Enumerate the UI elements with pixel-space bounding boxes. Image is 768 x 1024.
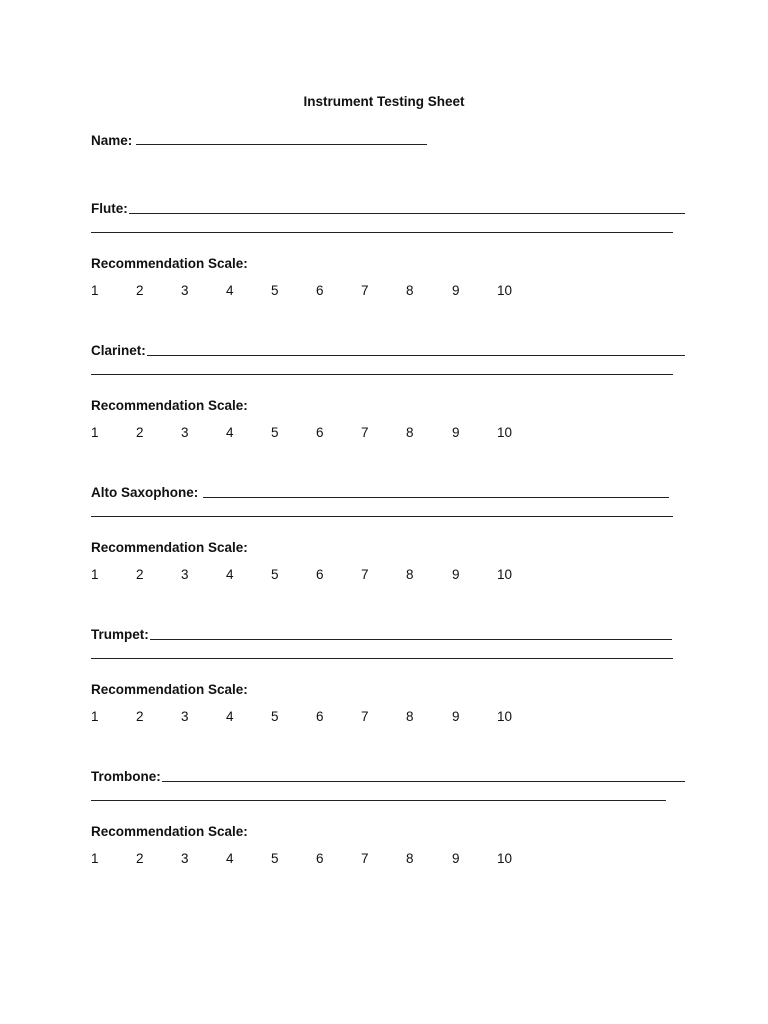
instrument-section xyxy=(91,340,681,440)
scale-option-5[interactable]: 5 xyxy=(271,567,279,582)
comment-field[interactable] xyxy=(129,201,685,214)
scale-label: Recommendation Scale: xyxy=(91,540,248,555)
comment-line[interactable] xyxy=(91,516,673,517)
scale-option-9[interactable]: 9 xyxy=(452,425,460,440)
scale-option-8[interactable]: 8 xyxy=(406,425,414,440)
instrument-section xyxy=(91,766,681,866)
comment-field[interactable] xyxy=(147,343,685,356)
comment-field[interactable] xyxy=(203,485,669,498)
scale-option-2[interactable]: 2 xyxy=(136,851,144,866)
instrument-label: Trumpet: xyxy=(91,627,149,642)
scale-option-8[interactable]: 8 xyxy=(406,851,414,866)
scale-option-5[interactable]: 5 xyxy=(271,709,279,724)
comment-field[interactable] xyxy=(162,769,685,782)
scale-option-10[interactable]: 10 xyxy=(497,851,513,866)
instrument-section xyxy=(91,482,681,582)
scale-option-1[interactable]: 1 xyxy=(91,851,99,866)
recommendation-scale xyxy=(91,283,571,299)
recommendation-scale xyxy=(91,709,571,725)
scale-option-4[interactable]: 4 xyxy=(226,283,234,298)
scale-option-3[interactable]: 3 xyxy=(181,283,189,298)
scale-option-6[interactable]: 6 xyxy=(316,851,324,866)
instrument-row xyxy=(91,340,681,358)
scale-option-4[interactable]: 4 xyxy=(226,709,234,724)
page-title: Instrument Testing Sheet xyxy=(303,94,465,109)
scale-option-5[interactable]: 5 xyxy=(271,425,279,440)
scale-option-9[interactable]: 9 xyxy=(452,851,460,866)
instrument-row xyxy=(91,766,681,784)
scale-option-9[interactable]: 9 xyxy=(452,283,460,298)
scale-option-1[interactable]: 1 xyxy=(91,283,99,298)
scale-option-4[interactable]: 4 xyxy=(226,425,234,440)
scale-label: Recommendation Scale: xyxy=(91,824,248,839)
scale-option-6[interactable]: 6 xyxy=(316,567,324,582)
comment-line[interactable] xyxy=(91,658,673,659)
instrument-row xyxy=(91,198,681,216)
scale-option-3[interactable]: 3 xyxy=(181,425,189,440)
scale-option-10[interactable]: 10 xyxy=(497,709,513,724)
scale-option-10[interactable]: 10 xyxy=(497,283,513,298)
comment-field[interactable] xyxy=(150,627,672,640)
scale-option-2[interactable]: 2 xyxy=(136,567,144,582)
recommendation-scale xyxy=(91,567,571,583)
recommendation-scale xyxy=(91,425,571,441)
recommendation-scale xyxy=(91,851,571,867)
scale-option-1[interactable]: 1 xyxy=(91,709,99,724)
scale-option-7[interactable]: 7 xyxy=(361,567,369,582)
scale-option-6[interactable]: 6 xyxy=(316,283,324,298)
scale-option-8[interactable]: 8 xyxy=(406,709,414,724)
scale-option-3[interactable]: 3 xyxy=(181,567,189,582)
name-row xyxy=(91,132,427,148)
scale-label: Recommendation Scale: xyxy=(91,682,248,697)
scale-option-1[interactable]: 1 xyxy=(91,567,99,582)
scale-option-3[interactable]: 3 xyxy=(181,709,189,724)
scale-option-5[interactable]: 5 xyxy=(271,283,279,298)
scale-option-5[interactable]: 5 xyxy=(271,851,279,866)
scale-option-7[interactable]: 7 xyxy=(361,709,369,724)
scale-option-10[interactable]: 10 xyxy=(497,425,513,440)
scale-option-9[interactable]: 9 xyxy=(452,709,460,724)
instrument-label: Alto Saxophone: xyxy=(91,485,199,500)
scale-option-4[interactable]: 4 xyxy=(226,851,234,866)
instrument-label: Trombone: xyxy=(91,769,161,784)
scale-option-4[interactable]: 4 xyxy=(226,567,234,582)
name-field[interactable] xyxy=(136,132,427,145)
scale-option-7[interactable]: 7 xyxy=(361,283,369,298)
comment-line[interactable] xyxy=(91,232,673,233)
scale-option-7[interactable]: 7 xyxy=(361,425,369,440)
scale-option-8[interactable]: 8 xyxy=(406,283,414,298)
comment-line[interactable] xyxy=(91,374,673,375)
name-label: Name: xyxy=(91,133,133,148)
scale-option-6[interactable]: 6 xyxy=(316,709,324,724)
instrument-section xyxy=(91,198,681,298)
scale-label: Recommendation Scale: xyxy=(91,256,248,271)
scale-option-2[interactable]: 2 xyxy=(136,425,144,440)
scale-option-9[interactable]: 9 xyxy=(452,567,460,582)
scale-option-10[interactable]: 10 xyxy=(497,567,513,582)
comment-line[interactable] xyxy=(91,800,666,801)
scale-option-3[interactable]: 3 xyxy=(181,851,189,866)
scale-option-6[interactable]: 6 xyxy=(316,425,324,440)
instrument-label: Flute: xyxy=(91,201,128,216)
scale-option-1[interactable]: 1 xyxy=(91,425,99,440)
scale-option-2[interactable]: 2 xyxy=(136,283,144,298)
instrument-label: Clarinet: xyxy=(91,343,146,358)
scale-label: Recommendation Scale: xyxy=(91,398,248,413)
instrument-row xyxy=(91,482,681,500)
scale-option-7[interactable]: 7 xyxy=(361,851,369,866)
instrument-row xyxy=(91,624,681,642)
instrument-section xyxy=(91,624,681,724)
scale-option-8[interactable]: 8 xyxy=(406,567,414,582)
scale-option-2[interactable]: 2 xyxy=(136,709,144,724)
